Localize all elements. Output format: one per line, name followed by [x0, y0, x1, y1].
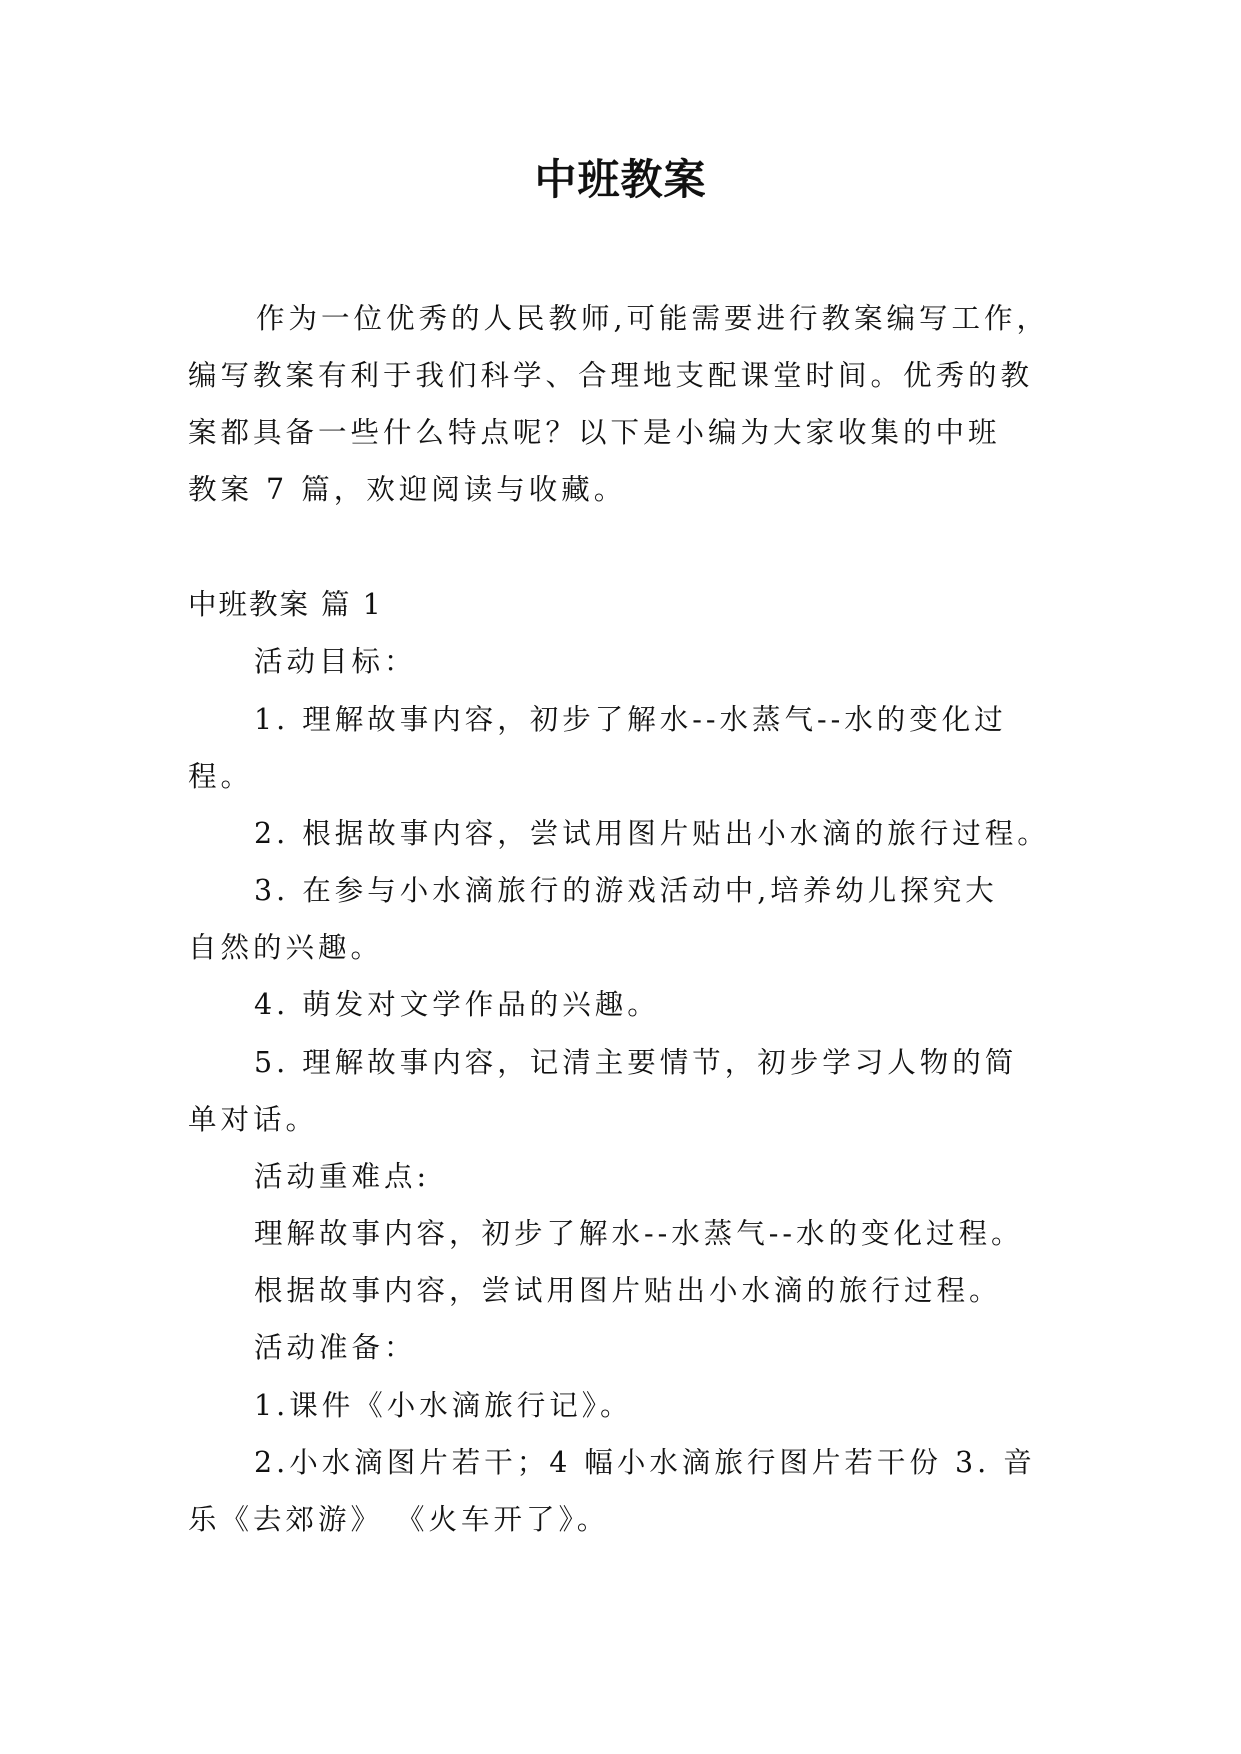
text-line: 1. 理解故事内容，初步了解水--水蒸气--水的变化过 — [254, 703, 1007, 736]
text-line: 活动目标： — [254, 645, 417, 678]
text-line: 根据故事内容，尝试用图片贴出小水滴的旅行过程。 — [254, 1274, 1002, 1307]
text-line: 理解故事内容，初步了解水--水蒸气--水的变化过程。 — [254, 1217, 1024, 1250]
text-line: 程。 — [188, 760, 254, 793]
intro-line: 编写教案有利于我们科学、合理地支配课堂时间。优秀的教 — [188, 359, 1034, 392]
text-line: 活动重难点: — [254, 1160, 431, 1193]
text-line: 单对话。 — [188, 1103, 319, 1136]
text-line: 乐《去郊游》 《火车开了》。 — [188, 1503, 610, 1536]
intro-line: 案都具备一些什么特点呢？以下是小编为大家收集的中班 — [188, 416, 1001, 449]
text-line: 2.小水滴图片若干；4 幅小水滴旅行图片若干份 3. 音 — [254, 1446, 1036, 1479]
text-line: 活动准备： — [254, 1331, 417, 1364]
text-line: 3. 在参与小水滴旅行的游戏活动中,培养幼儿探究大 — [254, 874, 998, 907]
intro-line: 作为一位优秀的人民教师,可能需要进行教案编写工作， — [256, 302, 1050, 335]
text-line: 2. 根据故事内容，尝试用图片贴出小水滴的旅行过程。 — [254, 817, 1050, 850]
document-title: 中班教案 — [534, 155, 707, 204]
section-heading: 中班教案 篇 1 — [188, 588, 383, 621]
text-line: 4. 萌发对文学作品的兴趣。 — [254, 988, 660, 1021]
intro-line: 教案 7 篇，欢迎阅读与收藏。 — [188, 473, 627, 506]
text-line: 5. 理解故事内容，记清主要情节，初步学习人物的简 — [254, 1046, 1018, 1079]
text-line: 自然的兴趣。 — [188, 931, 384, 964]
text-line: 1.课件《小水滴旅行记》。 — [254, 1389, 633, 1422]
